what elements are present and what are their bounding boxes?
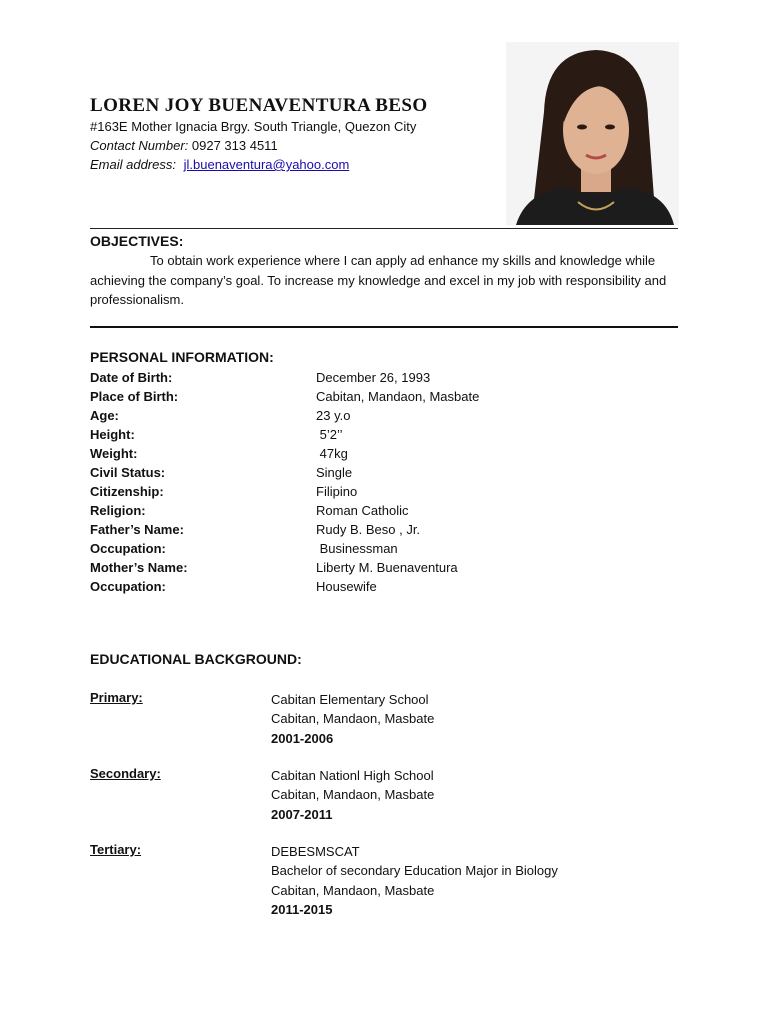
- row-label: Occupation:: [90, 579, 166, 594]
- education-details: [271, 766, 434, 824]
- row-label: Age:: [90, 408, 119, 423]
- personal-row: [90, 389, 678, 408]
- school-years: 2007-2011: [271, 806, 333, 822]
- degree-name: Bachelor of secondary Education Major in Biology: [271, 863, 558, 879]
- education-details: [271, 690, 434, 748]
- school-years: 2001-2006: [271, 730, 334, 746]
- personal-row: [90, 427, 678, 446]
- row-label: Father’s Name:: [90, 522, 184, 537]
- row-value: Housewife: [316, 579, 377, 594]
- row-value: Single: [316, 465, 353, 480]
- personal-row: [90, 541, 678, 560]
- school-place: Cabitan, Mandaon, Masbate: [271, 711, 435, 727]
- row-label: Weight:: [90, 446, 138, 461]
- education-level-label: Secondary:: [90, 766, 161, 781]
- row-value: December 26, 1993: [316, 370, 431, 385]
- row-label: Religion:: [90, 503, 146, 518]
- row-value: Liberty M. Buenaventura: [316, 560, 458, 575]
- school-name: Cabitan Elementary School: [271, 692, 429, 707]
- education-heading: EDUCATIONAL BACKGROUND:: [90, 651, 302, 667]
- row-label: Date of Birth:: [90, 370, 173, 385]
- education-details: [271, 842, 558, 919]
- education-level-label: Tertiary:: [90, 842, 142, 857]
- contact-label: Contact Number:: [90, 138, 189, 153]
- personal-info-heading: PERSONAL INFORMATION:: [90, 349, 274, 365]
- email-link[interactable]: jl.buenaventura@yahoo.com: [183, 157, 350, 172]
- row-label: Mother’s Name:: [90, 560, 188, 575]
- school-name: DEBESMSCAT: [271, 844, 360, 859]
- education-level-label: Primary:: [90, 690, 143, 705]
- row-label: Occupation:: [90, 541, 166, 556]
- header-divider: [90, 228, 678, 229]
- row-value: 23 y.o: [316, 408, 351, 423]
- row-label: Height:: [90, 427, 135, 442]
- profile-photo: [506, 42, 679, 225]
- personal-row: [90, 484, 678, 503]
- profile-photo-image: [506, 42, 679, 225]
- email-line: [90, 157, 349, 172]
- personal-row: [90, 408, 678, 427]
- objectives-text: To obtain work experience where I can apply ad enhance my skills and knowledge while achieving the company’s goal. To increase my knowledge and excel in my job with responsibility and professionalism.: [90, 253, 667, 307]
- objectives-heading: OBJECTIVES:: [90, 233, 184, 249]
- row-value: Filipino: [316, 484, 358, 499]
- school-years: 2011-2015: [271, 901, 333, 917]
- applicant-name: LOREN JOY BUENAVENTURA BESO: [90, 95, 428, 116]
- personal-row: [90, 370, 678, 389]
- row-value: 47kg: [316, 446, 348, 461]
- contact-number: 0927 313 4511: [191, 138, 278, 153]
- row-label: Civil Status:: [90, 465, 166, 480]
- address-line: #163E Mother Ignacia Brgy. South Triangle, Quezon City: [90, 119, 417, 134]
- row-label: Place of Birth:: [90, 389, 179, 404]
- row-label: Citizenship:: [90, 484, 164, 499]
- school-name: Cabitan Nationl High School: [271, 768, 434, 783]
- school-place: Cabitan, Mandaon, Masbate: [271, 787, 435, 803]
- row-value: Rudy B. Beso , Jr.: [316, 522, 421, 537]
- personal-row: [90, 503, 678, 522]
- email-label: Email address:: [90, 157, 176, 172]
- contact-line: [90, 138, 278, 153]
- row-value: Cabitan, Mandaon, Masbate: [316, 389, 480, 404]
- personal-row: [90, 579, 678, 598]
- personal-row: [90, 446, 678, 465]
- school-place: Cabitan, Mandaon, Masbate: [271, 882, 435, 898]
- personal-row: [90, 465, 678, 484]
- row-value: 5’2’’: [316, 427, 343, 442]
- row-value: Roman Catholic: [316, 503, 409, 518]
- personal-row: [90, 560, 678, 579]
- row-value: Businessman: [316, 541, 398, 556]
- objectives-divider: [90, 326, 678, 328]
- personal-row: [90, 522, 678, 541]
